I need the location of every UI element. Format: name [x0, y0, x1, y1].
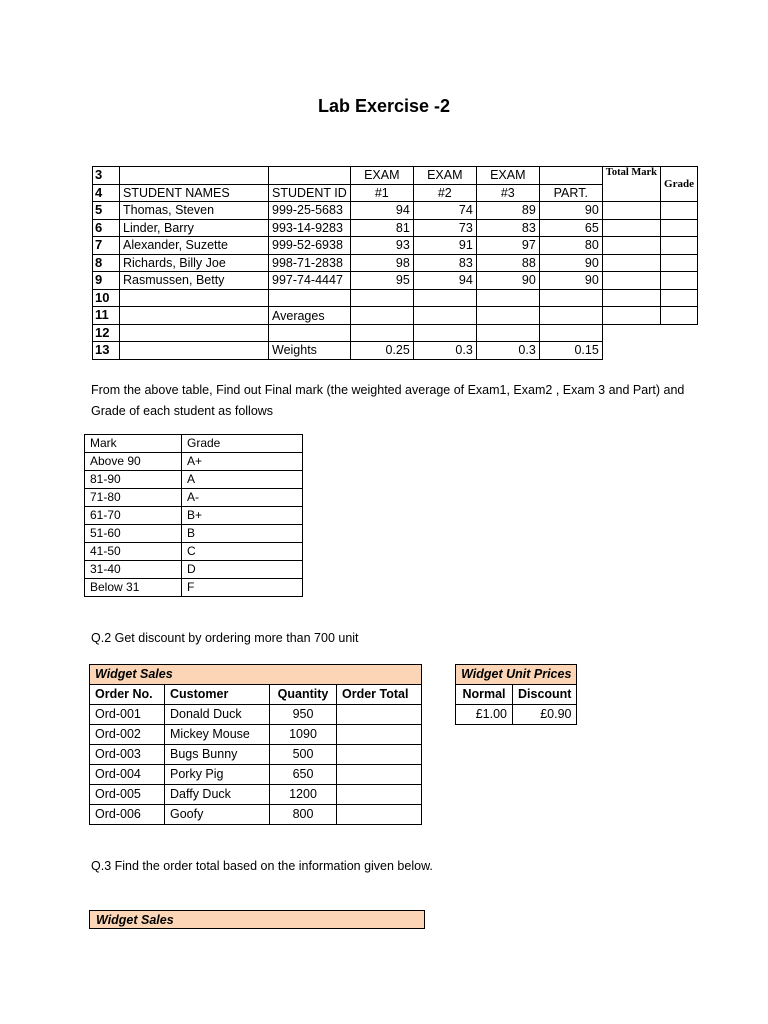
column-header: Discount — [513, 685, 577, 705]
discount-price: £0.90 — [513, 705, 577, 725]
grade-row — [85, 489, 303, 507]
row-number: 9 — [93, 272, 120, 290]
widget-sales-caption-2: Widget Sales — [89, 910, 425, 929]
grade-letter: C — [182, 543, 303, 561]
student-id: 998-71-2838 — [269, 254, 351, 272]
student-id: 993-14-9283 — [269, 219, 351, 237]
student-row — [93, 272, 698, 290]
customer-name: Donald Duck — [165, 705, 270, 725]
order-total — [337, 745, 422, 765]
part-header: PART. — [539, 184, 602, 202]
order-row — [90, 745, 422, 765]
row-number: 8 — [93, 254, 120, 272]
weight-value: 0.25 — [350, 342, 413, 360]
student-row — [93, 237, 698, 255]
instruction-text: From the above table, Find out Final mark (the weighted average of Exam1, Exam2 , Exam 3 and Part) and Grade of each student as follows — [91, 383, 685, 418]
exam3-score: 88 — [476, 254, 539, 272]
student-id: 997-74-4447 — [269, 272, 351, 290]
weight-value: 0.15 — [539, 342, 602, 360]
order-row — [90, 765, 422, 785]
order-number: Ord-001 — [90, 705, 165, 725]
question-2: Q.2 Get discount by ordering more than 700 unit — [91, 631, 359, 645]
part-score: 90 — [539, 272, 602, 290]
student-name: Rasmussen, Betty — [120, 272, 269, 290]
exam-header: EXAM — [476, 167, 539, 185]
mark-range: 51-60 — [85, 525, 182, 543]
row-number: 7 — [93, 237, 120, 255]
exam1-score: 98 — [350, 254, 413, 272]
grade-letter: A- — [182, 489, 303, 507]
student-name: Alexander, Suzette — [120, 237, 269, 255]
grade-row — [85, 579, 303, 597]
order-total — [337, 765, 422, 785]
student-sheet — [92, 166, 698, 360]
student-row — [93, 254, 698, 272]
row-number: 11 — [93, 307, 120, 325]
question-3: Q.3 Find the order total based on the information given below. — [91, 859, 433, 873]
grade-letter: A+ — [182, 453, 303, 471]
student-id: 999-52-6938 — [269, 237, 351, 255]
grade-table-header: Grade — [182, 435, 303, 453]
mark-range: 71-80 — [85, 489, 182, 507]
column-header: Order No. — [90, 685, 165, 705]
exam-number-header: #1 — [350, 184, 413, 202]
student-names-header: STUDENT NAMES — [120, 184, 269, 202]
quantity: 1200 — [270, 785, 337, 805]
grade-letter: D — [182, 561, 303, 579]
grade-table-header: Mark — [85, 435, 182, 453]
customer-name: Bugs Bunny — [165, 745, 270, 765]
part-score: 65 — [539, 219, 602, 237]
order-number: Ord-002 — [90, 725, 165, 745]
mark-range: 81-90 — [85, 471, 182, 489]
grade-row — [85, 525, 303, 543]
exam3-score: 89 — [476, 202, 539, 220]
order-number: Ord-003 — [90, 745, 165, 765]
grade-letter: F — [182, 579, 303, 597]
row-number: 10 — [93, 289, 120, 307]
row-number: 5 — [93, 202, 120, 220]
row-number: 12 — [93, 324, 120, 342]
grade-row — [85, 453, 303, 471]
customer-name: Goofy — [165, 805, 270, 825]
customer-name: Daffy Duck — [165, 785, 270, 805]
mark-range: 61-70 — [85, 507, 182, 525]
column-header: Quantity — [270, 685, 337, 705]
exam-header: EXAM — [350, 167, 413, 185]
exam2-score: 94 — [413, 272, 476, 290]
order-number: Ord-006 — [90, 805, 165, 825]
mark-range: Below 31 — [85, 579, 182, 597]
grade-table — [84, 434, 303, 597]
column-header: Order Total — [337, 685, 422, 705]
exam2-score: 83 — [413, 254, 476, 272]
exam2-score: 74 — [413, 202, 476, 220]
grade-letter: B+ — [182, 507, 303, 525]
exam2-score: 91 — [413, 237, 476, 255]
exam-number-header: #2 — [413, 184, 476, 202]
part-score: 90 — [539, 202, 602, 220]
page-title: Lab Exercise -2 — [317, 96, 451, 116]
student-row — [93, 219, 698, 237]
order-row — [90, 705, 422, 725]
quantity: 950 — [270, 705, 337, 725]
order-total — [337, 805, 422, 825]
weight-value: 0.3 — [476, 342, 539, 360]
widget-sales-caption: Widget Sales — [90, 665, 422, 685]
quantity: 1090 — [270, 725, 337, 745]
exam1-score: 81 — [350, 219, 413, 237]
mark-range: 31-40 — [85, 561, 182, 579]
grade-row — [85, 507, 303, 525]
exam-header: EXAM — [413, 167, 476, 185]
order-total — [337, 705, 422, 725]
grade-header: Grade — [661, 167, 698, 202]
row-number: 6 — [93, 219, 120, 237]
quantity: 500 — [270, 745, 337, 765]
exam1-score: 94 — [350, 202, 413, 220]
grade-row — [85, 471, 303, 489]
total-mark-header: Total Mark — [602, 167, 660, 202]
student-id: 999-25-5683 — [269, 202, 351, 220]
exam3-score: 97 — [476, 237, 539, 255]
grade-letter: B — [182, 525, 303, 543]
customer-name: Porky Pig — [165, 765, 270, 785]
order-number: Ord-005 — [90, 785, 165, 805]
exam1-score: 93 — [350, 237, 413, 255]
weight-value: 0.3 — [413, 342, 476, 360]
row-number: 3 — [93, 167, 120, 185]
student-name: Thomas, Steven — [120, 202, 269, 220]
exam2-score: 73 — [413, 219, 476, 237]
widget-sales-table — [89, 664, 422, 825]
column-header: Normal — [456, 685, 513, 705]
row-number: 13 — [93, 342, 120, 360]
order-number: Ord-004 — [90, 765, 165, 785]
part-score: 90 — [539, 254, 602, 272]
order-row — [90, 785, 422, 805]
exam3-score: 90 — [476, 272, 539, 290]
grade-letter: A — [182, 471, 303, 489]
exam1-score: 95 — [350, 272, 413, 290]
part-score: 80 — [539, 237, 602, 255]
weights-label: Weights — [269, 342, 351, 360]
quantity: 800 — [270, 805, 337, 825]
normal-price: £1.00 — [456, 705, 513, 725]
order-row — [90, 725, 422, 745]
student-name: Linder, Barry — [120, 219, 269, 237]
order-row — [90, 805, 422, 825]
row-number: 4 — [93, 184, 120, 202]
quantity: 650 — [270, 765, 337, 785]
mark-range: Above 90 — [85, 453, 182, 471]
student-id-header: STUDENT ID — [269, 184, 351, 202]
mark-range: 41-50 — [85, 543, 182, 561]
order-total — [337, 725, 422, 745]
order-total — [337, 785, 422, 805]
student-name: Richards, Billy Joe — [120, 254, 269, 272]
grade-row — [85, 561, 303, 579]
column-header: Customer — [165, 685, 270, 705]
customer-name: Mickey Mouse — [165, 725, 270, 745]
exam3-score: 83 — [476, 219, 539, 237]
grade-row — [85, 543, 303, 561]
unit-prices-caption: Widget Unit Prices — [456, 665, 577, 685]
student-row — [93, 202, 698, 220]
averages-label: Averages — [269, 307, 351, 325]
exam-number-header: #3 — [476, 184, 539, 202]
widget-unit-prices-table — [455, 664, 577, 725]
